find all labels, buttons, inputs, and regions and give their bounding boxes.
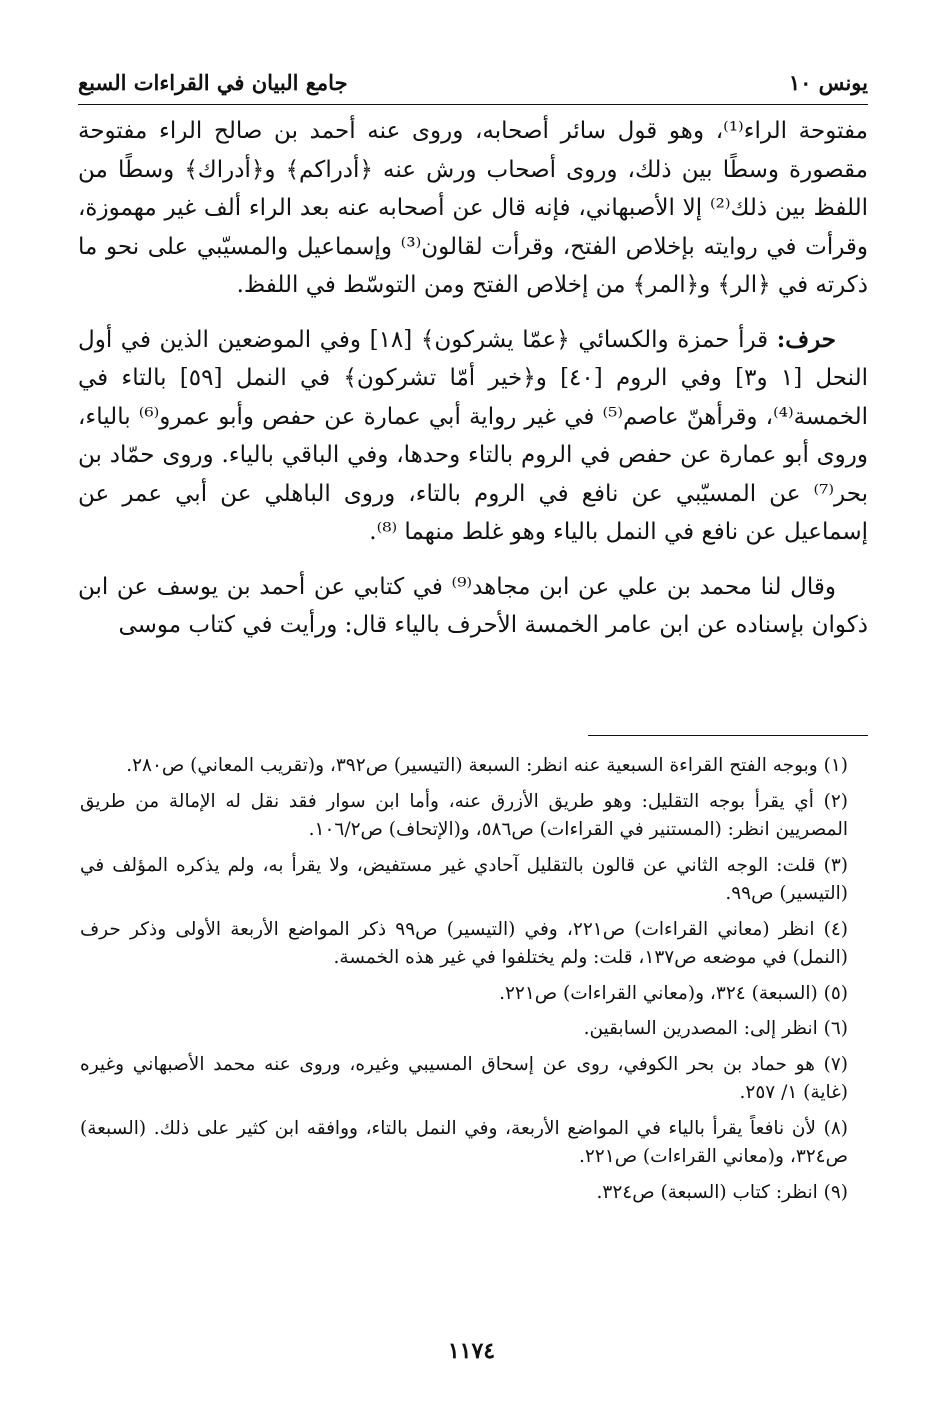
footnote-1: (١) وبوجه الفتح القراءة السبعية عنه انظر: السبعة (التيسير) ص٣٩٢، و(تقريب المعاني) ص٢٨٠. (126, 755, 848, 776)
paragraph-1: مفتوحة الراء⁽¹⁾، وهو قول سائر أصحابه، وروى عنه أحمد بن صالح الراء مفتوحة مقصورة وسطًا بين ذلك، وروى أصحاب ورش عنه ﴿أدراكم﴾ و﴿أدراك﴾ وسطًا من اللفظ بين ذلك⁽²⁾ إلا الأصبهاني، فإنه قال عن أصحابه عنه بعد الراء ألف غير مهموزة، وقرأت في روايته بإخلاص الفتح، وقرأت لقالون⁽³⁾ وإسماعيل والمسيّبي على نحو ما ذكرته في ﴿الر﴾ و﴿المر﴾ من إخلاص الفتح ومن التوسّط في اللفظ. (78, 118, 869, 298)
footnote-8: (٨) لأن نافعاً يقرأ بالياء في المواضع الأربعة، وفي النمل بالتاء، ووافقه ابن كثير على ذلك. (السبعة) ص٣٢٤، و(معاني القراءات) ص٢٢١. (80, 1117, 848, 1167)
footnote-2: (٢) أي يقرأ بوجه التقليل: وهو طريق الأزرق عنه، وأما ابن سوار فقد نقل له الإمالة من طريق المصريين انظر: (المستنير في القراءات) ص٥٨٦، و(الإتحاف) ص١٠٦/٢. (80, 790, 848, 840)
paragraph-2-text: قرأ حمزة والكسائي ﴿عمّا يشركون﴾ [١٨] وفي الموضعين الذين في أول النحل [١ و٣] وفي الروم [٤٠] و﴿خير أمّا تشركون﴾ في النمل [٥٩] بالتاء في الخمسة⁽⁴⁾، وقرأهنّ عاصم⁽⁵⁾ في غير رواية أبي عمارة عن حفص وأبو عمرو⁽⁶⁾ بالياء، وروى أبو عمارة عن حفص في الروم بالتاء وحدها، وفي الباقي بالياء. وروى حمّاد بن بحر⁽⁷⁾ عن المسيّبي عن نافع في الروم بالتاء، وروى الباهلي عن أبي عمر عن إسماعيل عن نافع في النمل بالياء وهو غلط منهما ⁽⁸⁾. (78, 326, 868, 545)
surah-label: يونس ١٠ (788, 70, 868, 95)
page-number: ١١٧٤ (447, 1338, 496, 1364)
header-divider (78, 104, 868, 105)
paragraph-2 (78, 321, 868, 552)
footnote-3: (٣) قلت: الوجه الثاني عن قالون بالتقليل آحادي غير مستفيض، ولا يقرأ به، ولم يذكره المؤلف في (التيسير) ص٩٩. (80, 854, 848, 904)
harf-label: حرف: (776, 325, 836, 353)
footnotes (80, 752, 848, 1214)
footnote-6: (٦) انظر إلى: المصدرين السابقين. (583, 1018, 848, 1039)
footnote-9: (٩) انظر: كتاب (السبعة) ص٣٢٤. (596, 1181, 848, 1203)
running-header (78, 66, 868, 102)
main-text (78, 112, 868, 645)
book-title: جامع البيان في القراءات السبع (78, 70, 348, 95)
footnote-divider (588, 735, 868, 736)
footnote-4: (٤) انظر (معاني القراءات) ص٢٢١، وفي (التيسير) ص٩٩ ذكر المواضع الأربعة الأولى وذكر حرف (النمل) في موضعه ص١٣٧، قلت: ولم يختلفوا في غير هذه الخمسة. (80, 918, 848, 968)
paragraph-3: وقال لنا محمد بن علي عن ابن مجاهد⁽⁹⁾ في كتابي عن أحمد بن يوسف عن ابن ذكوان بإسناده عن ابن عامر الخمسة الأحرف بالياء قال: ورأيت في كتاب موسى (78, 573, 868, 638)
footnote-5: (٥) (السبعة) ٣٢٤، و(معاني القراءات) ص٢٢١. (499, 982, 848, 1004)
footnote-7: (٧) هو حماد بن بحر الكوفي، روى عن إسحاق المسيبي وغيره، وروى عنه محمد الأصبهاني وغيره (غاية) ١/ ٢٥٧. (80, 1053, 848, 1103)
